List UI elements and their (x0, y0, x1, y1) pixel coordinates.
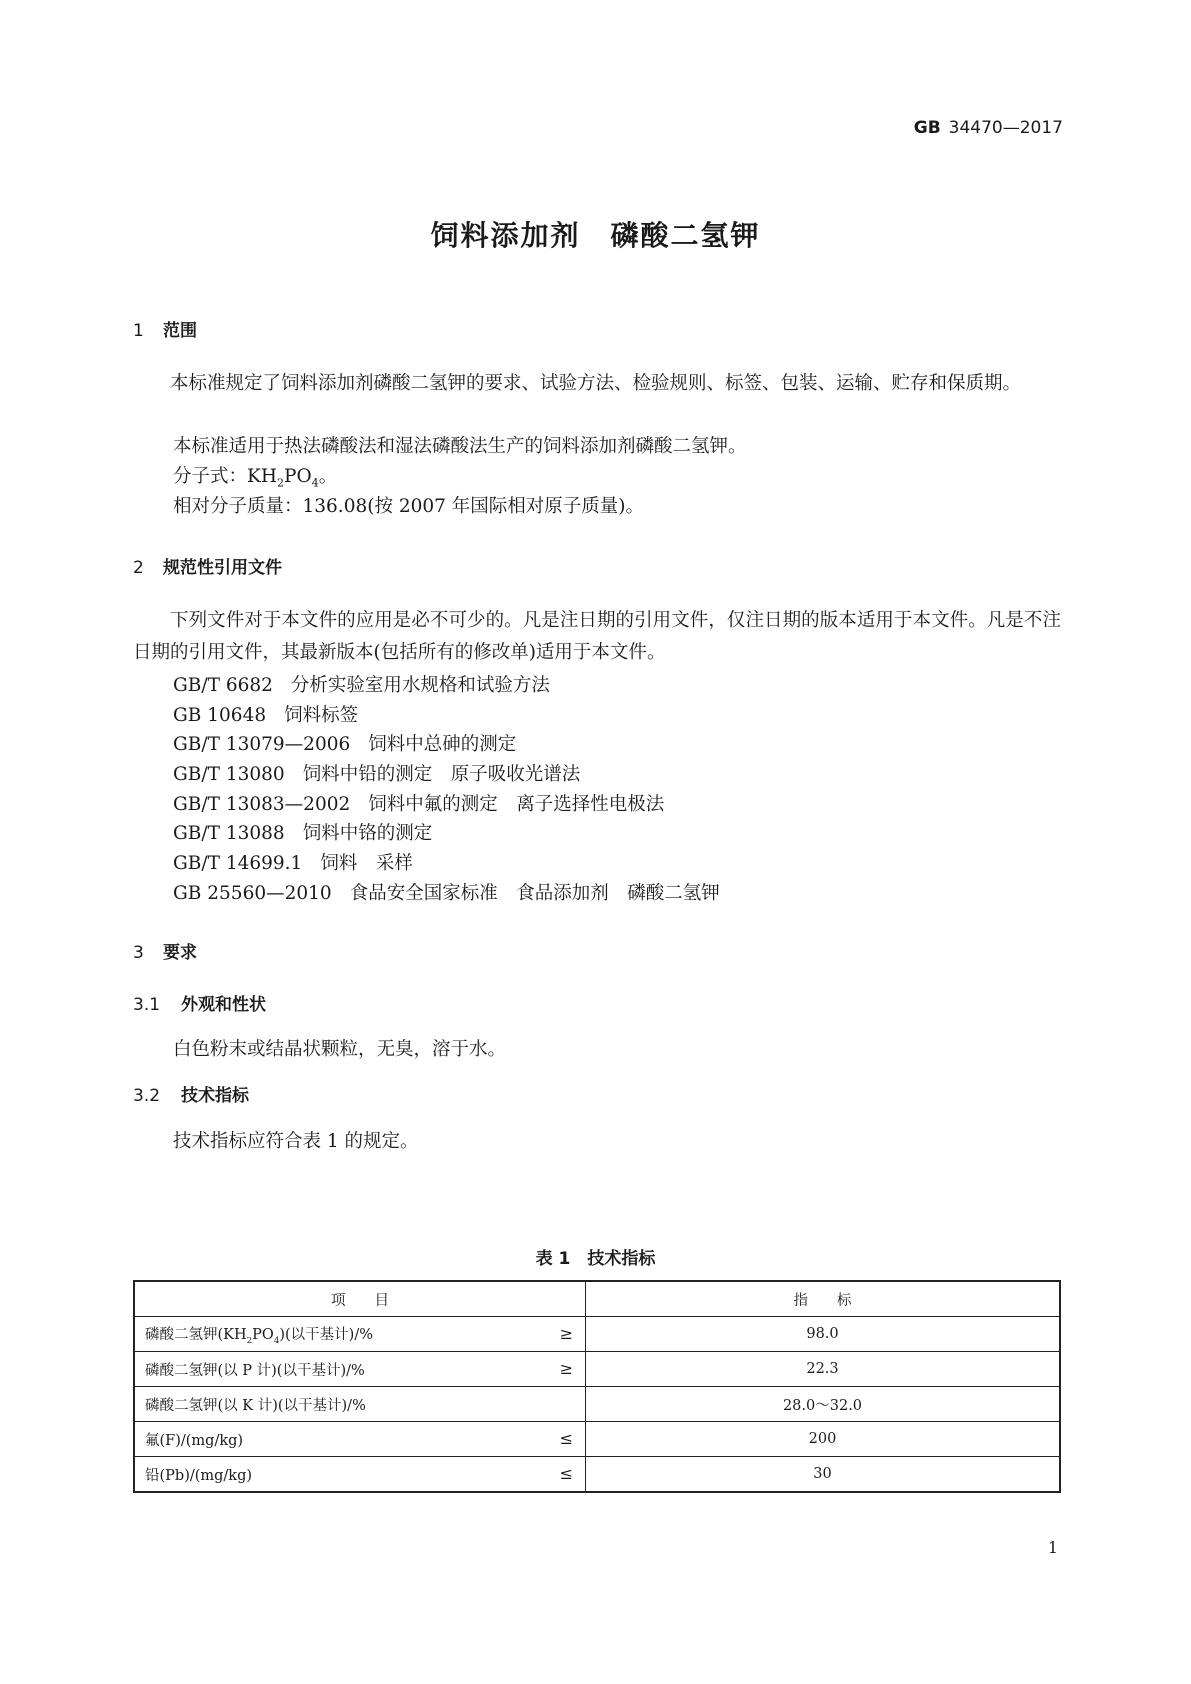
table-row (134, 1457, 1060, 1493)
standard-prefix: GB (913, 118, 941, 138)
reference-title: 饲料 采样 (320, 853, 413, 874)
table-caption: 表 1 技术指标 (535, 1249, 656, 1269)
scope-paragraph-2: 本标准适用于热法磷酸法和湿法磷酸法生产的饲料添加剂磷酸二氢钾。 (173, 436, 747, 457)
reference-title: 食品安全国家标准 食品添加剂 磷酸二氢钾 (349, 883, 720, 904)
comparison-symbol: ≥ (559, 1324, 573, 1343)
table-row (134, 1422, 1060, 1457)
tech-intro-text: 技术指标应符合表 1 的规定。 (173, 1131, 419, 1152)
row-value: 22.3 (586, 1352, 1061, 1387)
section-number: 3.2 (133, 1086, 161, 1106)
section-title: 要求 (163, 943, 197, 963)
table-row (134, 1352, 1060, 1387)
formula-subscript: 2 (276, 476, 285, 490)
formula-subscript: 4 (311, 476, 319, 490)
appearance-text: 白色粉末或结晶状颗粒，无臭，溶于水。 (173, 1039, 507, 1060)
scope-paragraph-1: 本标准规定了饲料添加剂磷酸二氢钾的要求、试验方法、检验规则、标签、包装、运输、贮存和保质期。 (170, 373, 1022, 394)
reference-title: 饲料标签 (284, 705, 359, 726)
section-title: 外观和性状 (181, 995, 266, 1015)
reference-item (173, 849, 413, 875)
table-row (134, 1317, 1060, 1352)
reference-code: GB/T 13080 (173, 764, 285, 785)
references-intro: 下列文件对于本文件的应用是必不可少的。凡是注日期的引用文件，仅注日期的版本适用于本文件。凡是不注日期的引用文件，其最新版本(包括所有的修改单)适用于本文件。 (133, 610, 1061, 663)
reference-title: 饲料中铬的测定 (302, 823, 433, 844)
header-item: 项 目 (134, 1281, 586, 1317)
reference-title: 饲料中铅的测定 原子吸收光谱法 (302, 764, 581, 785)
row-value: 200 (586, 1422, 1061, 1457)
reference-item (173, 819, 432, 845)
molecular-formula (173, 462, 337, 490)
section-number: 3.1 (133, 995, 161, 1015)
section-number: 3 (133, 943, 144, 963)
formula-label: 分子式： (173, 466, 248, 487)
standard-code: 34470—2017 (948, 118, 1063, 138)
reference-code: GB/T 13088 (173, 823, 285, 844)
reference-code: GB 25560—2010 (173, 883, 332, 904)
row-value: 30 (586, 1457, 1061, 1493)
section-2-heading (133, 553, 282, 578)
row-item: 氟(F)/(mg/kg) ≤ (134, 1422, 586, 1457)
reference-item (173, 701, 358, 727)
section-3-heading (133, 938, 197, 963)
reference-item (173, 760, 580, 786)
row-item: 磷酸二氢钾(以 K 计)(以干基计)/% (134, 1387, 586, 1422)
reference-code: GB/T 13083—2002 (173, 794, 351, 815)
reference-item (173, 790, 664, 816)
reference-code: GB/T 6682 (173, 675, 273, 696)
formula-part: PO (284, 466, 312, 487)
reference-title: 饲料中总砷的测定 (368, 734, 517, 755)
reference-code: GB/T 13079—2006 (173, 734, 351, 755)
row-value: 28.0～32.0 (586, 1387, 1061, 1422)
formula-part: KH (247, 466, 277, 487)
reference-title: 分析实验室用水规格和试验方法 (290, 675, 550, 696)
table-header-row (134, 1281, 1060, 1317)
row-item: 磷酸二氢钾(以 P 计)(以干基计)/% ≥ (134, 1352, 586, 1387)
page-number: 1 (1047, 1538, 1058, 1557)
molecular-mass: 相对分子质量：136.08(按 2007 年国际相对原子质量)。 (173, 496, 645, 517)
document-title: 饲料添加剂 磷酸二氢钾 (430, 219, 761, 252)
comparison-symbol: ≥ (559, 1359, 573, 1378)
section-1-heading (133, 316, 197, 341)
section-number: 2 (133, 558, 144, 578)
reference-item (173, 879, 720, 905)
reference-code: GB 10648 (173, 705, 267, 726)
section-number: 1 (133, 321, 144, 341)
technical-indicators-table (133, 1280, 1061, 1493)
row-item: 铅(Pb)/(mg/kg) ≤ (134, 1457, 586, 1493)
section-3-2-heading (133, 1081, 249, 1106)
header-value: 指 标 (586, 1281, 1061, 1317)
reference-item (173, 671, 550, 697)
section-title: 规范性引用文件 (163, 558, 282, 578)
reference-item (173, 730, 516, 756)
section-title: 技术指标 (181, 1086, 249, 1106)
reference-title: 饲料中氟的测定 离子选择性电极法 (368, 794, 665, 815)
standard-number (914, 118, 1063, 138)
comparison-symbol: ≤ (559, 1464, 573, 1483)
section-title: 范围 (163, 321, 197, 341)
formula-end: 。 (318, 466, 338, 487)
comparison-symbol: ≤ (559, 1429, 573, 1448)
row-value: 98.0 (586, 1317, 1061, 1352)
section-3-1-heading (133, 990, 266, 1015)
reference-code: GB/T 14699.1 (173, 853, 303, 874)
row-item: 磷酸二氢钾$(KH_2PO_4)$(以干基计)/% ≥ (134, 1317, 586, 1352)
table-row (134, 1387, 1060, 1422)
